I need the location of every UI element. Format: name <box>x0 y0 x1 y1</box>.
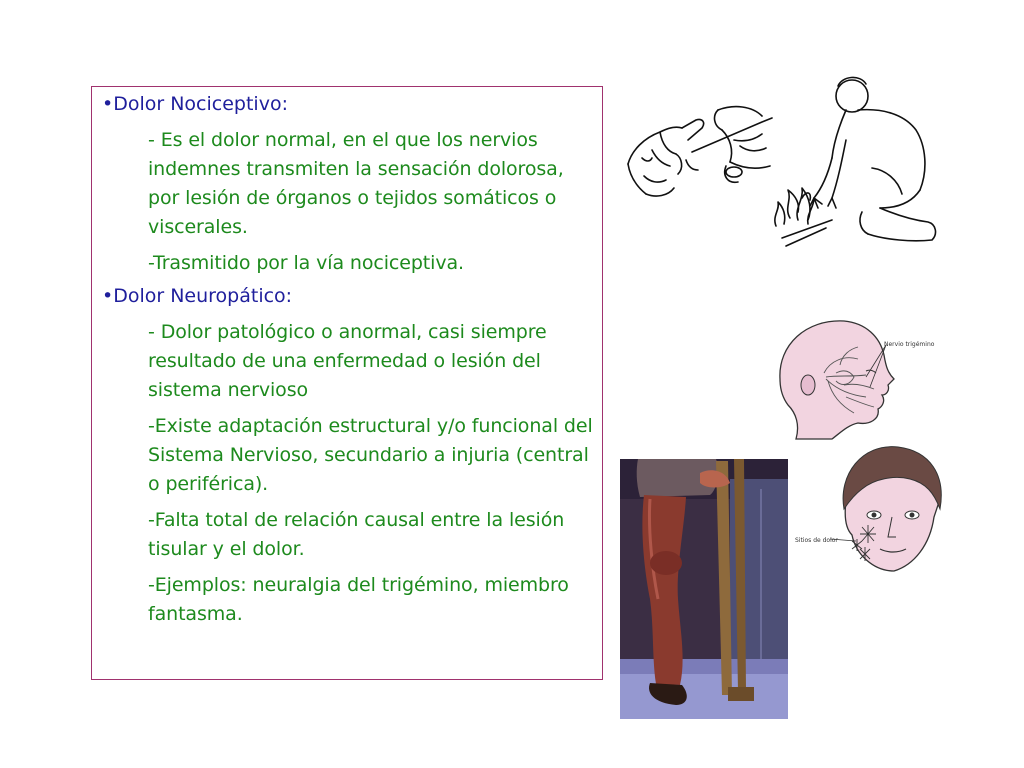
text-box <box>91 86 603 680</box>
trigeminal-nerve-label: Nervio trigémino <box>884 341 935 348</box>
kneeling-person-fire-illustration <box>762 70 948 262</box>
neuropathic-paragraph: -Ejemplos: neuralgia del trigémino, miembro fantasma. <box>148 574 569 625</box>
nociceptive-paragraph: - Es el dolor normal, en el que los nervios indemnes transmiten la sensación dolorosa, por lesión de órganos o tejidos somáticos o viscerales. <box>148 129 564 238</box>
heading-nociceptive: •Dolor Nociceptivo: <box>102 93 288 115</box>
neuropathic-paragraph: -Falta total de relación causal entre la lesión tisular y el dolor. <box>148 509 565 560</box>
neuropathic-paragraph: -Existe adaptación estructural y/o funcional del Sistema Nervioso, secundario a injuria (central o periférica). <box>148 415 593 495</box>
leg-crutch-photo <box>620 459 788 719</box>
hands-needle-illustration <box>622 92 778 218</box>
facial-pain-sites-illustration <box>790 445 950 580</box>
trigeminal-nerve-head-illustration <box>770 315 948 443</box>
heading-neuropathic: •Dolor Neuropático: <box>102 285 293 307</box>
nociceptive-paragraph: -Trasmitido por la vía nociceptiva. <box>148 252 464 274</box>
pain-sites-label: Sitios de dolor <box>795 537 838 544</box>
neuropathic-paragraph: - Dolor patológico o anormal, casi siempre resultado de una enfermedad o lesión del sistema nervioso <box>148 321 547 401</box>
